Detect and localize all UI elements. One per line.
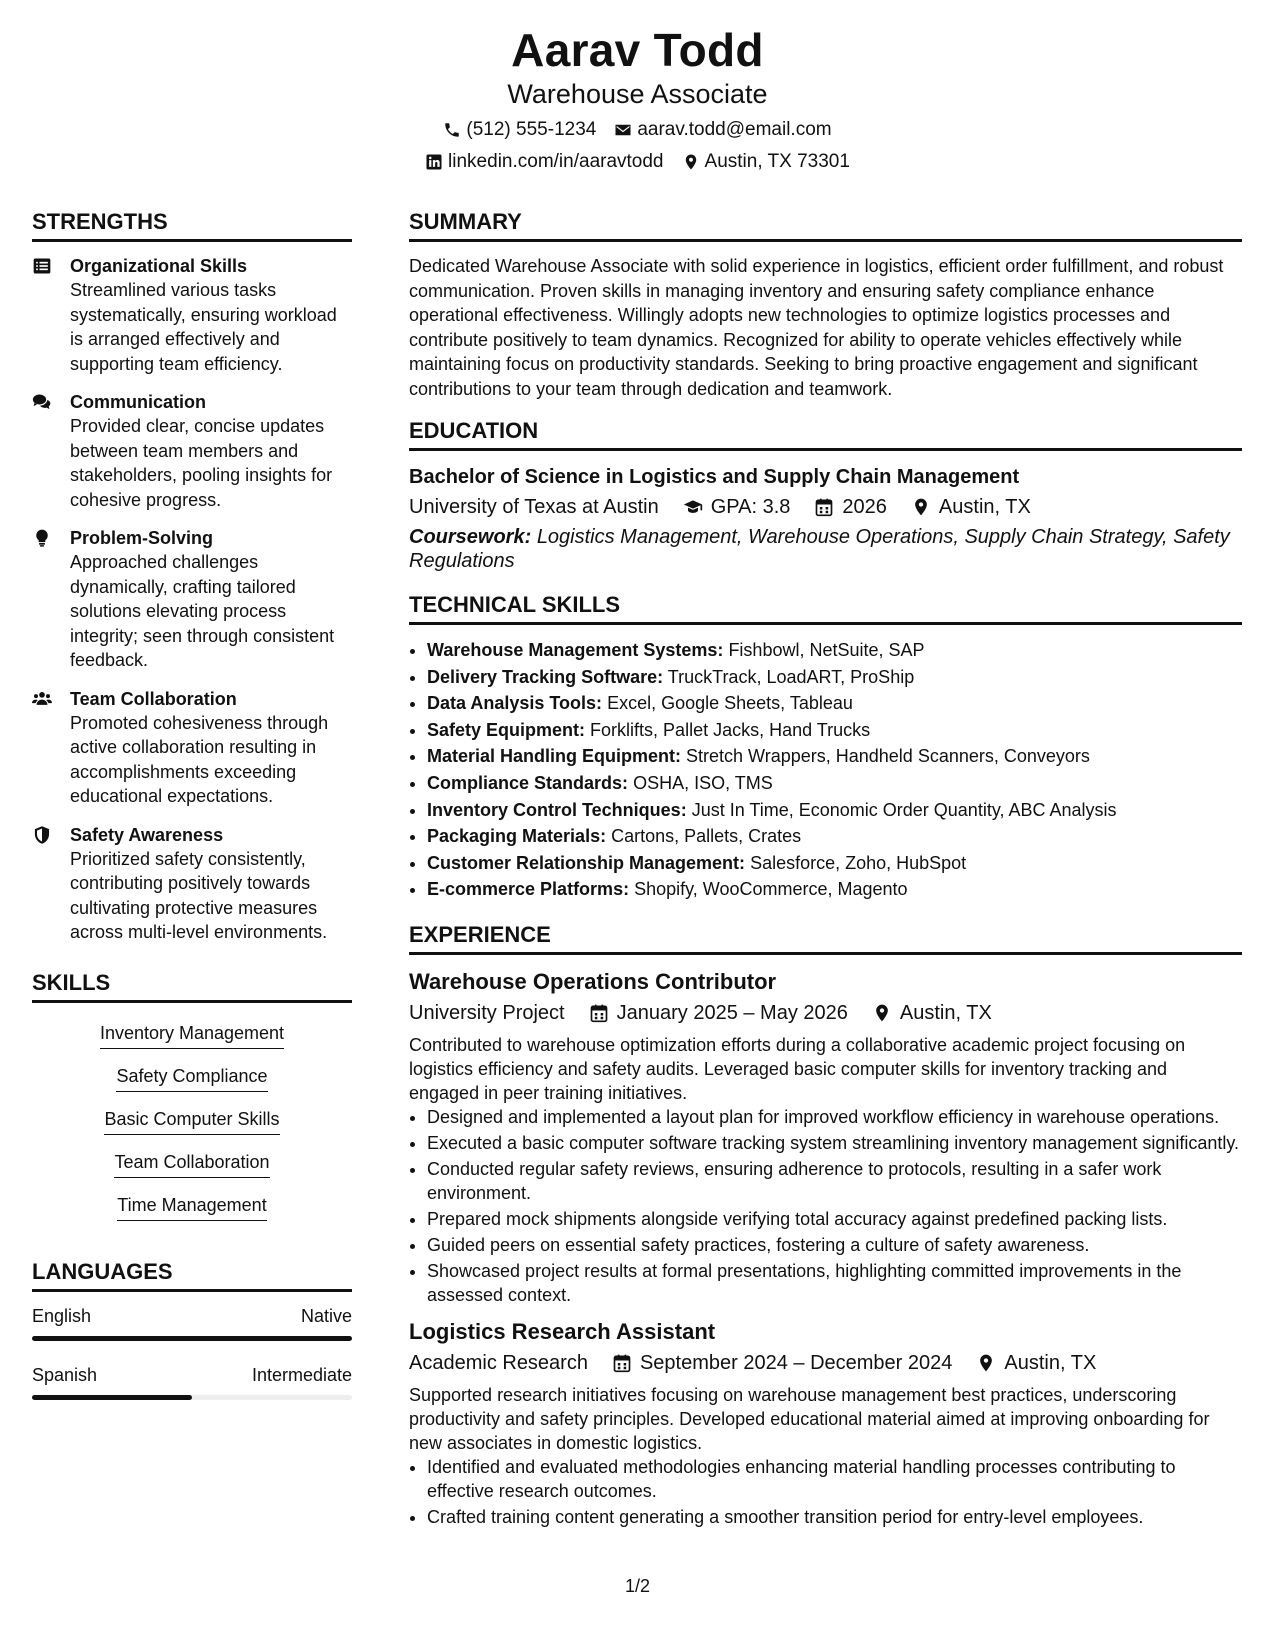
list-item: • Safety Equipment: Forklifts, Pallet Jacks, Hand Trucks (427, 717, 1242, 744)
languages-list (32, 1304, 352, 1400)
list-item: • Executed a basic computer software tracking system streamlining inventory management significantly. (427, 1131, 1242, 1155)
strength-title: Communication (70, 392, 207, 412)
strength-desc: Streamlined various tasks systematically, ensuring workload is arranged effectively and supporting team efficiency. (70, 280, 337, 374)
skill-tag: Time Management (117, 1193, 266, 1221)
envelope-icon (614, 121, 632, 139)
education-heading: EDUCATION (409, 417, 1242, 451)
list-item: • Inventory Control Techniques: Just In Time, Economic Order Quantity, ABC Analysis (427, 797, 1242, 824)
calendar-icon (589, 1003, 609, 1023)
job-bullets (409, 1455, 1242, 1529)
skill-tag: Inventory Management (100, 1021, 284, 1049)
strength-title: Problem-Solving (70, 528, 214, 548)
skills-list (32, 1015, 352, 1230)
shield-icon (32, 825, 52, 845)
phone-icon (443, 121, 461, 139)
location-contact (682, 150, 850, 174)
lightbulb-icon (32, 528, 52, 548)
list-item: • Customer Relationship Management: Salesforce, Zoho, HubSpot (427, 850, 1242, 877)
job-org: Academic Research (409, 1351, 588, 1374)
linkedin-text[interactable]: linkedin.com/in/aaravtodd (448, 151, 664, 172)
education-meta (409, 493, 1242, 521)
skill-tag: Team Collaboration (114, 1150, 269, 1178)
candidate-title: Warehouse Associate (507, 79, 768, 109)
candidate-name: Aarav Todd (511, 24, 764, 76)
linkedin-contact[interactable] (425, 150, 663, 174)
job-entry (409, 1317, 1242, 1529)
list-icon (32, 256, 52, 276)
language-bar-fill (32, 1336, 352, 1341)
list-item: • E-commerce Platforms: Shopify, WooCommerce, Magento (427, 876, 1242, 903)
strength-desc: Promoted cohesiveness through active collaboration resulting in accomplishments exceeding educational expectations. (70, 712, 329, 806)
list-item: • Prepared mock shipments alongside verifying total accuracy against predefined packing lists. (427, 1207, 1242, 1231)
contact-row-2 (0, 150, 1275, 174)
job-description: Supported research initiatives focusing on warehouse management best practices, underscoring productivity and safety principles. Developed educational material aimed at improving onboarding for new associates in domestic logistics. (409, 1384, 1210, 1453)
summary-heading: SUMMARY (409, 208, 1242, 242)
list-item: • Material Handling Equipment: Stretch Wrappers, Handheld Scanners, Conveyors (427, 743, 1242, 770)
job-meta (409, 1349, 1242, 1377)
summary-text: Dedicated Warehouse Associate with solid experience in logistics, efficient order fulfillment, and robust communication. Proven skills in managing inventory and ensuring safety compliance enhance operational effectiveness. Willingly adopts new technologies to optimize logistics processes and contribute positively to team dynamics. Recognized for ability to operate vehicles effectively while maintaining focus on productivity standards. Seeking to bring proactive engagement and significant contributions to your team through dedication and teamwork. (409, 256, 1224, 399)
strength-desc: Prioritized safety consistently, contributing positively towards cultivating protective measures across multi-level environments. (70, 848, 328, 942)
contact-row-1 (0, 118, 1275, 142)
map-pin-icon (976, 1353, 996, 1373)
list-item: • Designed and implemented a layout plan for improved workflow efficiency in warehouse operations. (427, 1105, 1242, 1129)
language-name: Spanish (32, 1364, 98, 1385)
strengths-heading: STRENGTHS (32, 208, 352, 242)
map-pin-icon (872, 1003, 892, 1023)
map-pin-icon (911, 497, 931, 517)
list-item: • Crafted training content generating a smoother transition period for entry-level employees. (427, 1505, 1242, 1529)
left-column (32, 208, 352, 1422)
education-location: Austin, TX (938, 496, 1031, 518)
experience-heading: EXPERIENCE (409, 921, 1242, 955)
language-row (32, 1363, 352, 1387)
skill-tag: Basic Computer Skills (104, 1107, 279, 1135)
location-text: Austin, TX 73301 (704, 151, 850, 172)
strength-desc: Approached challenges dynamically, crafting tailored solutions elevating process integrity; seen through consistent feedback. (70, 552, 335, 670)
linkedin-icon (425, 153, 443, 171)
job-dates: January 2025 – May 2026 (616, 1001, 848, 1024)
graduation-cap-icon (683, 497, 703, 517)
strength-title: Organizational Skills (70, 256, 248, 276)
page-number: 1/2 (624, 1576, 651, 1596)
list-item: • Compliance Standards: OSHA, ISO, TMS (427, 770, 1242, 797)
resume-header (0, 22, 1275, 174)
right-column (409, 208, 1242, 1539)
language-bar (32, 1395, 352, 1400)
coursework-label: Coursework: (409, 526, 532, 548)
calendar-icon (612, 1353, 632, 1373)
coursework-text: Logistics Management, Warehouse Operations, Supply Chain Strategy, Safety Regulations (409, 526, 1230, 572)
strength-item (32, 254, 352, 376)
job-dates: September 2024 – December 2024 (639, 1351, 953, 1374)
education-degree: Bachelor of Science in Logistics and Supply Chain Management (409, 466, 1020, 488)
strength-title: Safety Awareness (70, 824, 224, 845)
strength-desc: Provided clear, concise updates between team members and stakeholders, pooling insights for cohesive progress. (70, 416, 333, 510)
job-location: Austin, TX (899, 1001, 992, 1024)
map-pin-icon (682, 153, 700, 171)
list-item: • Warehouse Management Systems: Fishbowl, NetSuite, SAP (427, 637, 1242, 664)
job-org: University Project (409, 1001, 565, 1024)
phone-contact (443, 118, 596, 142)
list-item: • Guided peers on essential safety practices, fostering a culture of safety awareness. (427, 1233, 1242, 1257)
job-location: Austin, TX (1004, 1351, 1097, 1374)
languages-heading: LANGUAGES (32, 1258, 352, 1292)
education-year: 2026 (842, 496, 887, 518)
list-item: • Delivery Tracking Software: TruckTrack, LoadART, ProShip (427, 664, 1242, 691)
strength-item (32, 687, 352, 809)
education-gpa: GPA: 3.8 (710, 496, 791, 518)
strength-title: Team Collaboration (70, 688, 237, 709)
technical-skills-heading: TECHNICAL SKILLS (409, 591, 1242, 625)
list-item: • Conducted regular safety reviews, ensuring adherence to protocols, resulting in a safer work environment. (427, 1157, 1242, 1205)
skills-heading: SKILLS (32, 969, 352, 1003)
users-icon (32, 689, 52, 709)
strength-item (32, 823, 352, 945)
education-coursework (409, 525, 1242, 573)
language-name: English (32, 1305, 92, 1326)
job-description: Contributed to warehouse optimization efforts during a collaborative academic project focusing on logistics efficiency and safety audits. Leveraged basic computer skills for inventory tracking and engaged in peer training initiatives. (409, 1034, 1186, 1103)
language-bar (32, 1336, 352, 1341)
language-level: Intermediate (251, 1364, 352, 1385)
phone-text: (512) 555-1234 (466, 119, 597, 140)
email-contact[interactable] (614, 118, 831, 142)
job-title: Logistics Research Assistant (409, 1318, 716, 1344)
job-title: Warehouse Operations Contributor (409, 968, 777, 994)
technical-skills-list (409, 637, 1242, 903)
comments-icon (32, 392, 52, 412)
language-bar-fill (32, 1395, 192, 1400)
strength-item (32, 390, 352, 512)
language-level: Native (300, 1305, 352, 1326)
job-meta (409, 999, 1242, 1027)
calendar-icon (814, 497, 834, 517)
list-item: • Packaging Materials: Cartons, Pallets, Crates (427, 823, 1242, 850)
job-entry (409, 967, 1242, 1307)
skill-tag: Safety Compliance (116, 1064, 267, 1092)
email-text[interactable]: aarav.todd@email.com (637, 119, 832, 140)
language-row (32, 1304, 352, 1328)
education-school: University of Texas at Austin (409, 496, 659, 518)
list-item: • Data Analysis Tools: Excel, Google Sheets, Tableau (427, 690, 1242, 717)
job-bullets (409, 1105, 1242, 1307)
list-item: • Showcased project results at formal presentations, highlighting committed improvements in the assessed context. (427, 1259, 1242, 1307)
list-item: • Identified and evaluated methodologies enhancing material handling processes contributing to effective research outcomes. (427, 1455, 1242, 1503)
strength-item (32, 526, 352, 673)
